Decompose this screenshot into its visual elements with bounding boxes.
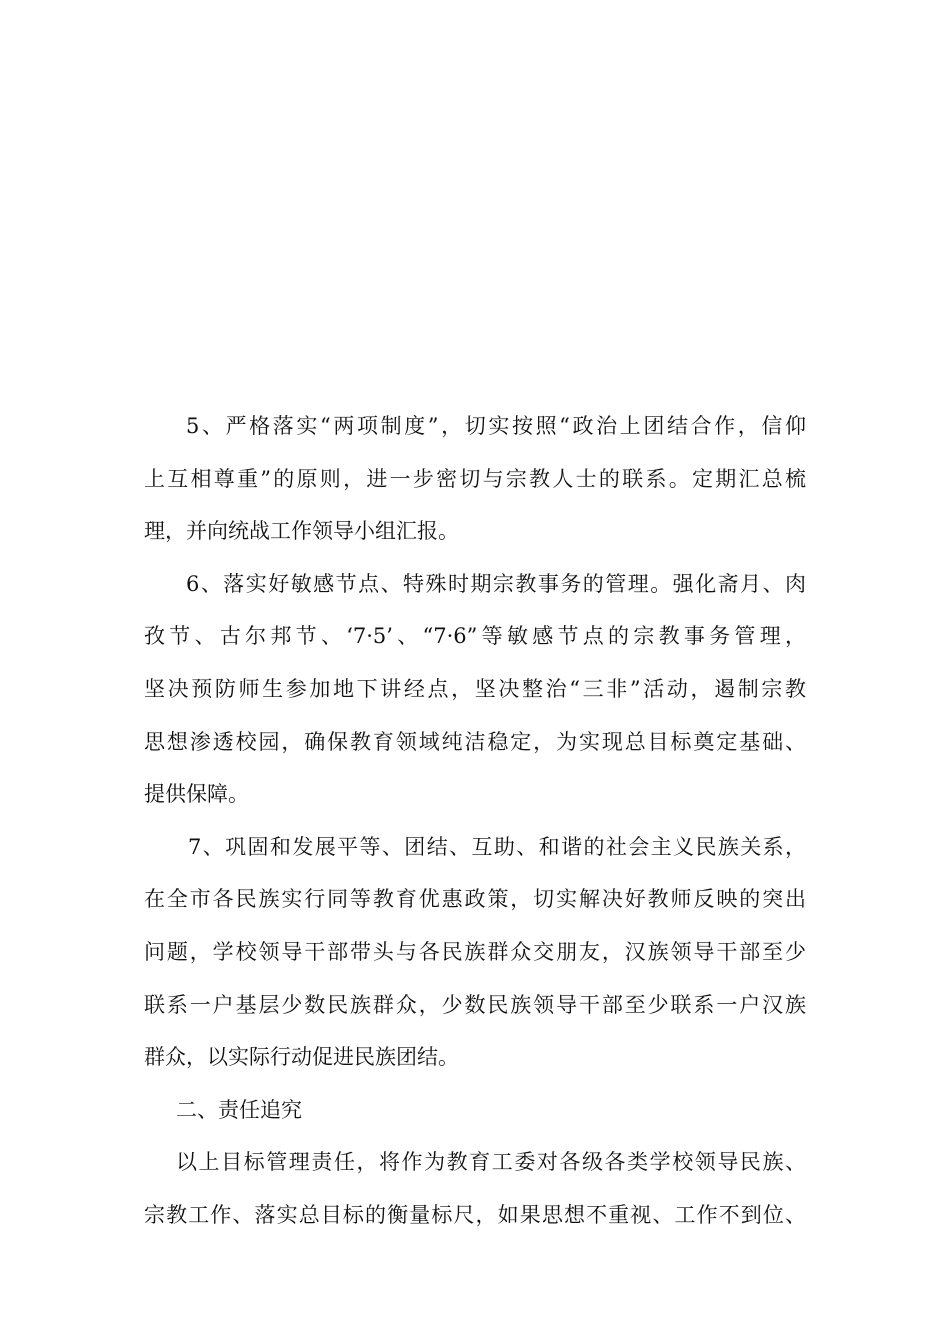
text-line: 提供保障。 — [144, 782, 249, 807]
section-heading-accountability — [144, 1084, 806, 1137]
text-line: 孜节、古尔邦节、‘7·5’、“7·6”等敏感节点的宗教事务管理， — [144, 624, 806, 649]
paragraph-item-7 — [144, 821, 806, 1084]
text-line: 7、巩固和发展平等、团结、互助、和谐的社会主义民族关系， — [188, 834, 806, 859]
document-body — [144, 400, 806, 1242]
text-line: 问题，学校领导干部带头与各民族群众交朋友，汉族领导干部至少 — [144, 939, 806, 964]
text-line: 联系一户基层少数民族群众，少数民族领导干部至少联系一户汉族 — [144, 992, 806, 1017]
paragraph-item-5 — [144, 400, 806, 558]
heading-text: 二、责任追究 — [176, 1097, 302, 1122]
text-line: 5、严格落实“两项制度”，切实按照“政治上团结合作，信仰 — [186, 414, 806, 438]
text-line: 群众，以实际行动促进民族团结。 — [144, 1045, 459, 1070]
text-line: 理，并向统战工作领导小组汇报。 — [144, 519, 459, 544]
text-line: 宗教工作、落实总目标的衡量标尺，如果思想不重视、工作不到位、 — [144, 1202, 806, 1227]
text-line: 坚决预防师生参加地下讲经点，坚决整治“三非”活动，遏制宗教 — [144, 676, 806, 701]
text-line: 思想渗透校园，确保教育领域纯洁稳定，为实现总目标奠定基础、 — [144, 729, 806, 754]
text-line: 以上目标管理责任，将作为教育工委对各级各类学校领导民族、 — [176, 1150, 806, 1175]
text-line: 上互相尊重”的原则，进一步密切与宗教人士的联系。定期汇总梳 — [144, 466, 806, 491]
text-line: 在全市各民族实行同等教育优惠政策，切实解决好教师反映的突出 — [144, 887, 806, 912]
text-line: 6、落实好敏感节点、特殊时期宗教事务的管理。强化斋月、肉 — [186, 571, 806, 596]
paragraph-accountability-body — [144, 1136, 806, 1241]
paragraph-item-6 — [144, 558, 806, 821]
